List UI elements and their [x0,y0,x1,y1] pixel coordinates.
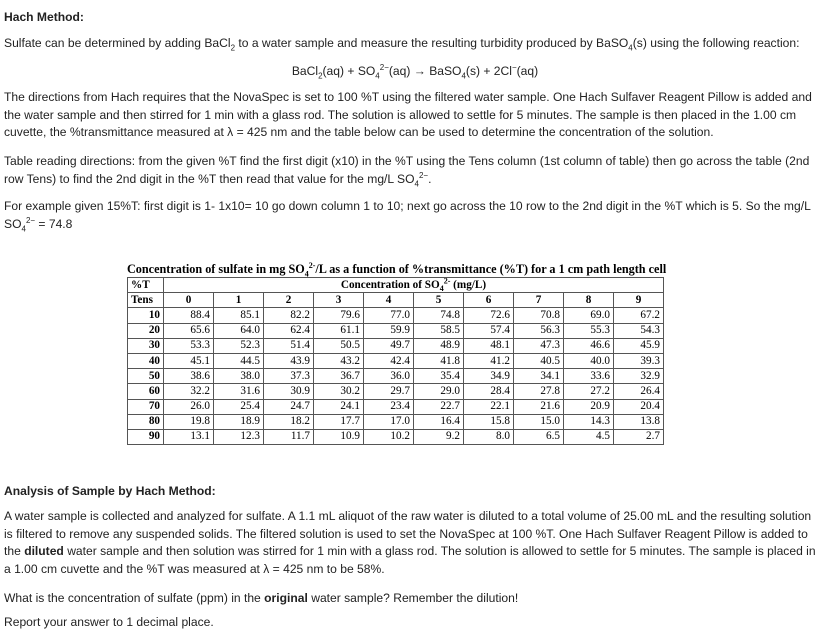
table-cell: 55.3 [564,323,614,338]
table-cell: 27.8 [514,384,564,399]
table-cell: 32.9 [614,369,664,384]
page-heading: Hach Method: [4,10,84,24]
question-text: What is the concentration of sulfate (ppm) in the original water sample? Remember the dilution! [4,591,519,605]
table-title: Concentration of sulfate in mg $SO_4^{2-}/L$ as a function of %transmittance (%T) for a 1 cm path length cell [127,260,667,279]
table-cell: 69.0 [564,308,614,323]
table-cell: 20.4 [614,399,664,414]
table-cell: 35.4 [414,369,464,384]
table-cell: 47.3 [514,338,564,353]
tens-value: 90 [128,429,164,444]
table-cell: 51.4 [264,338,314,353]
digit-header: 0 [164,293,214,308]
table-cell: 29.7 [364,384,414,399]
digit-header: 1 [214,293,264,308]
tens-value: 20 [128,323,164,338]
table-cell: 21.6 [514,399,564,414]
tens-value: 40 [128,353,164,368]
table-row [128,414,664,429]
table-header-row [128,278,664,293]
table-cell: 19.8 [164,414,214,429]
table-cell: 17.0 [364,414,414,429]
table-cell: 18.2 [264,414,314,429]
analysis-paragraph: A water sample is collected and analyzed for sulfate. A 1.1 mL aliquot of the raw water is diluted to a total volume of 25.00 mL and the resulting solution is filtered to remove any suspended solids. The filtered solution is used to set the NovaSpec at 100 %T. One Hach Sulfaver Reagent Pillow is added to the diluted water sample and then solution was stirred for 1 min with a glass rod. The solution is allowed to settle for 5 minutes. The sample is placed in a 1.00 cm cuvette and the %T was measured at λ = 425 nm to be 58%. [4,509,816,576]
table-cell: 52.3 [214,338,264,353]
table-cell: 42.4 [364,353,414,368]
tens-value: 50 [128,369,164,384]
tens-value: 80 [128,414,164,429]
digit-header: 3 [314,293,364,308]
table-cell: 22.1 [464,399,514,414]
digit-header: 9 [614,293,664,308]
table-cell: 25.4 [214,399,264,414]
table-cell: 15.8 [464,414,514,429]
digit-header: 6 [464,293,514,308]
table-cell: 46.6 [564,338,614,353]
table-cell: 11.7 [264,429,314,444]
table-cell: 41.2 [464,353,514,368]
report-instruction: Report your answer to 1 decimal place. [4,615,214,629]
tens-label: Tens [128,293,164,308]
table-cell: 53.3 [164,338,214,353]
table-cell: 50.5 [314,338,364,353]
table-cell: 45.9 [614,338,664,353]
table-cell: 30.2 [314,384,364,399]
digit-header: 8 [564,293,614,308]
table-cell: 27.2 [564,384,614,399]
tens-value: 70 [128,399,164,414]
table-cell: 38.0 [214,369,264,384]
table-cell: 43.2 [314,353,364,368]
table-cell: 12.3 [214,429,264,444]
digit-header-row [128,293,664,308]
table-cell: 48.1 [464,338,514,353]
tens-value: 60 [128,384,164,399]
digit-header: 7 [514,293,564,308]
table-row [128,384,664,399]
table-cell: 26.0 [164,399,214,414]
table-cell: 54.3 [614,323,664,338]
table-cell: 31.6 [214,384,264,399]
table-cell: 65.6 [164,323,214,338]
table-cell: 34.9 [464,369,514,384]
table-cell: 24.7 [264,399,314,414]
example-paragraph: For example given 15%T: first digit is 1- 1x10= 10 go down column 1 to 10; next go across the 10 row to the 2nd digit in the %T which is 5. So the mg/L $SO_4^{2-} = 74.8$ [4,199,811,233]
table-cell: 72.6 [464,308,514,323]
table-cell: 44.5 [214,353,264,368]
table-cell: 4.5 [564,429,614,444]
table-cell: 34.1 [514,369,564,384]
table-cell: 37.3 [264,369,314,384]
concentration-label: Concentration of $SO_4^{2-}$ (mg/L) [164,278,664,293]
table-cell: 23.4 [364,399,414,414]
table-row [128,353,664,368]
table-cell: 45.1 [164,353,214,368]
table-cell: 70.8 [514,308,564,323]
table-cell: 18.9 [214,414,264,429]
table-cell: 22.7 [414,399,464,414]
table-cell: 82.2 [264,308,314,323]
table-row [128,399,664,414]
table-cell: 13.8 [614,414,664,429]
table-cell: 17.7 [314,414,364,429]
table-row [128,369,664,384]
table-cell: 30.9 [264,384,314,399]
table-cell: 24.1 [314,399,364,414]
table-cell: 9.2 [414,429,464,444]
table-row [128,429,664,444]
table-cell: 28.4 [464,384,514,399]
table-cell: 33.6 [564,369,614,384]
table-cell: 43.9 [264,353,314,368]
sulfate-table-figure [127,262,666,445]
table-row [128,308,664,323]
table-cell: 26.4 [614,384,664,399]
table-cell: 41.8 [414,353,464,368]
intro-paragraph: Sulfate can be determined by adding BaCl$_2$ to a water sample and measure the resulting turbidity produced by BaSO$_4$(s) using the following reaction: [4,36,800,53]
table-cell: 40.0 [564,353,614,368]
table-cell: 79.6 [314,308,364,323]
concentration-table [127,277,664,445]
tens-value: 30 [128,338,164,353]
table-row [128,323,664,338]
table-cell: 32.2 [164,384,214,399]
table-cell: 38.6 [164,369,214,384]
table-row [128,338,664,353]
table-cell: 29.0 [414,384,464,399]
table-cell: 14.3 [564,414,614,429]
tens-value: 10 [128,308,164,323]
table-cell: 16.4 [414,414,464,429]
table-cell: 64.0 [214,323,264,338]
table-cell: 62.4 [264,323,314,338]
table-cell: 74.8 [414,308,464,323]
table-cell: 57.4 [464,323,514,338]
table-cell: 2.7 [614,429,664,444]
table-cell: 48.9 [414,338,464,353]
table-cell: 36.0 [364,369,414,384]
digit-header: 5 [414,293,464,308]
digit-header: 4 [364,293,414,308]
table-cell: 56.3 [514,323,564,338]
table-cell: 6.5 [514,429,564,444]
table-cell: 88.4 [164,308,214,323]
table-cell: 49.7 [364,338,414,353]
table-cell: 85.1 [214,308,264,323]
table-cell: 59.9 [364,323,414,338]
table-cell: 8.0 [464,429,514,444]
table-cell: 13.1 [164,429,214,444]
analysis-heading: Analysis of Sample by Hach Method: [4,484,216,498]
table-cell: 77.0 [364,308,414,323]
digit-header: 2 [264,293,314,308]
reaction-equation: BaCl$_2$(aq) + $SO_4^{2-}(aq)$ → BaSO$_4$(s) + 2Cl−(aq) [291,62,539,81]
table-cell: 39.3 [614,353,664,368]
table-cell: 20.9 [564,399,614,414]
table-cell: 10.9 [314,429,364,444]
table-cell: 67.2 [614,308,664,323]
pct-t-label: %T [128,278,164,293]
table-cell: 15.0 [514,414,564,429]
table-cell: 10.2 [364,429,414,444]
table-cell: 61.1 [314,323,364,338]
table-cell: 36.7 [314,369,364,384]
directions-paragraph: The directions from Hach requires that the NovaSpec is set to 100 %T using the filtered water sample. One Hach Sulfaver Reagent Pillow is added and the water sample and then stirred for 1 min with a glass rod. The solution is allowed to settle for 5 minutes. The sample is then placed in the 1.00 cm cuvette, the %transmittance measured at λ = 425 nm and the table below can be used to determine the concentration of the solution. [4,90,812,139]
table-cell: 40.5 [514,353,564,368]
table-reading-paragraph: Table reading directions: from the given %T find the first digit (x10) in the %T using the Tens column (1st column of table) then go across the table (2nd row Tens) to find the 2nd digit in the %T then read that value for the mg/L $SO_4^{2-}$. [4,154,810,188]
table-cell: 58.5 [414,323,464,338]
